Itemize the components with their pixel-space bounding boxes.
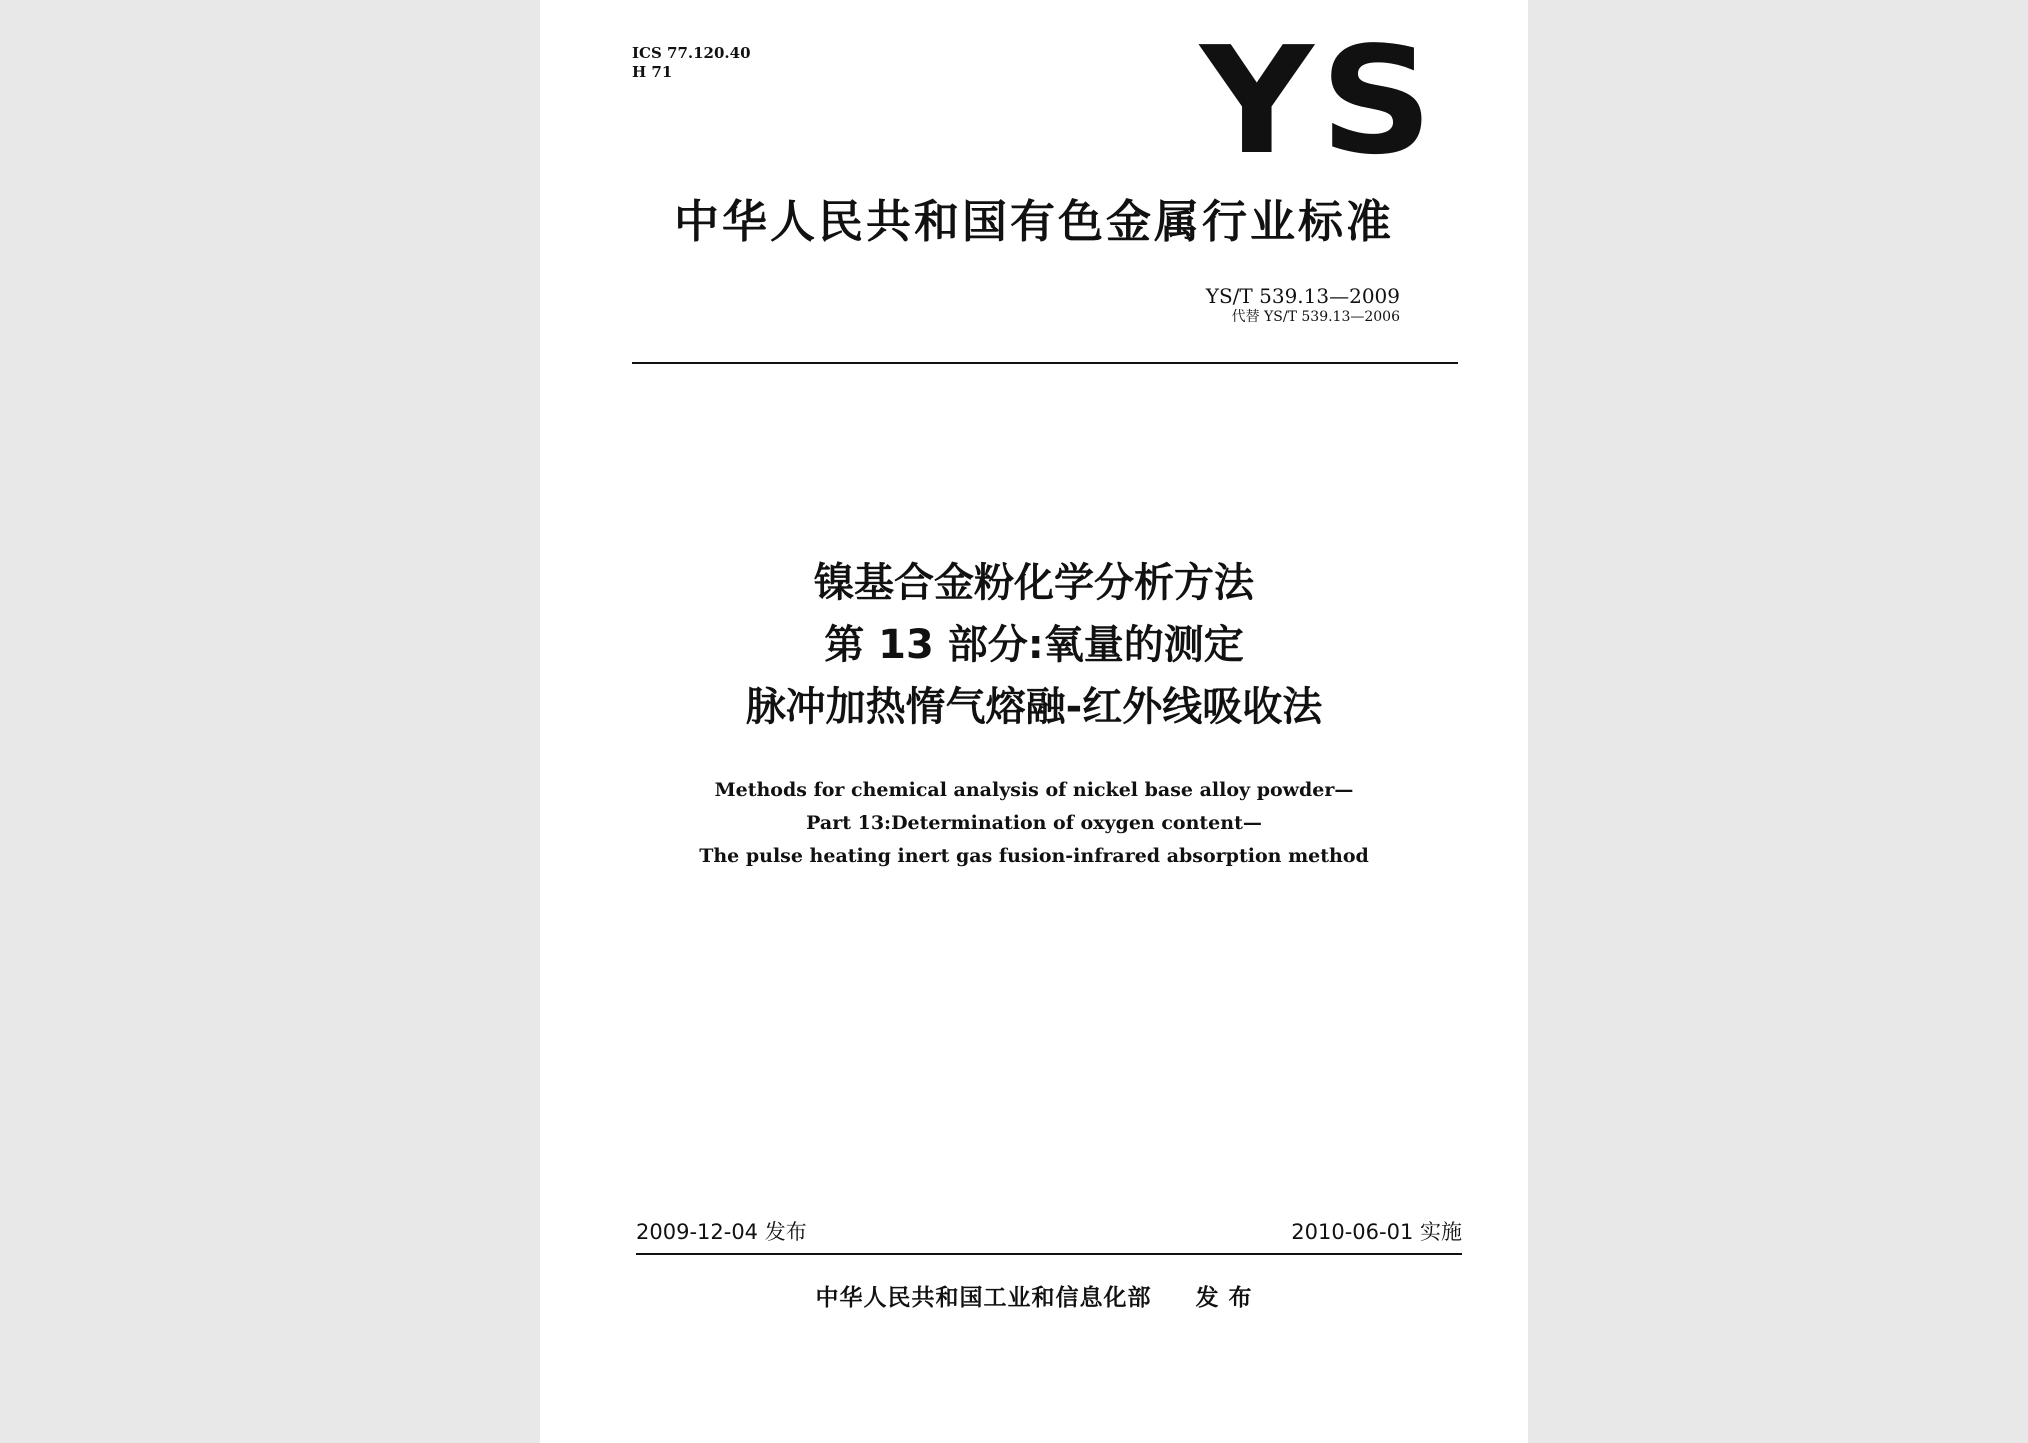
ccs-code: H 71	[632, 63, 673, 81]
english-title-line-3: The pulse heating inert gas fusion-infrared absorption method	[699, 845, 1369, 867]
issuer-line	[540, 1282, 1528, 1314]
chinese-title-line-2: 第 13 部分:氧量的测定	[824, 622, 1244, 668]
standard-title: 中华人民共和国有色金属行业标准	[673, 195, 1394, 248]
classification-codes	[632, 44, 751, 82]
standard-number-block	[1206, 284, 1400, 326]
replaces-standard: 代替 YS/T 539.13—2006	[1231, 309, 1400, 325]
standard-number: YS/T 539.13—2009	[1205, 284, 1400, 308]
chinese-title-line-1: 镍基合金粉化学分析方法	[814, 560, 1254, 606]
english-title	[540, 774, 1528, 873]
document-page	[540, 0, 1528, 1443]
chinese-title	[540, 552, 1528, 738]
ys-logo: YS	[1200, 15, 1440, 187]
english-title-line-1: Methods for chemical analysis of nickel base alloy powder—	[714, 779, 1354, 801]
issue-date: 2009-12-04 发布	[636, 1220, 807, 1244]
footer-divider	[636, 1253, 1462, 1255]
chinese-title-line-3: 脉冲加热惰气熔融-红外线吸收法	[745, 684, 1323, 730]
header-divider	[632, 362, 1458, 364]
english-title-line-2: Part 13:Determination of oxygen content—	[806, 812, 1262, 834]
ics-code: ICS 77.120.40	[632, 44, 751, 62]
issue-word: 发 布	[1195, 1285, 1253, 1311]
implementation-date: 2010-06-01 实施	[1291, 1220, 1462, 1244]
issuing-authority: 中华人民共和国工业和信息化部	[815, 1285, 1152, 1311]
